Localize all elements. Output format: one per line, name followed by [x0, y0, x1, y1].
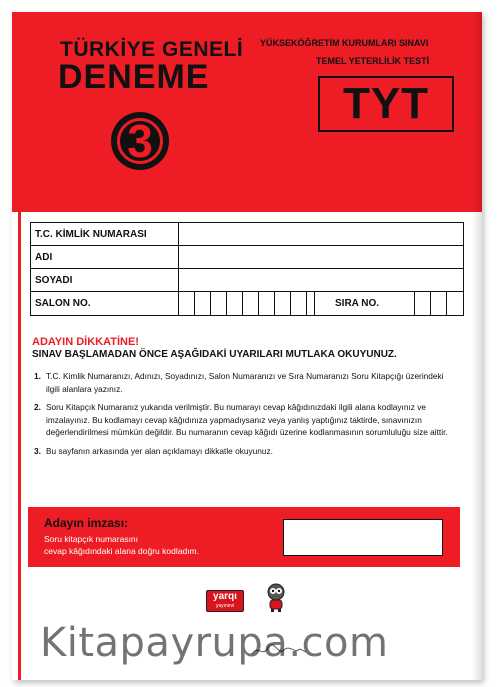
exam-number-badge — [111, 112, 169, 170]
name-label: ADI — [31, 246, 179, 269]
exam-cover-sheet — [12, 12, 482, 680]
form-row-name — [31, 246, 464, 269]
left-red-rule — [18, 12, 21, 680]
rule-number: 3. — [34, 445, 41, 456]
seat-label: SIRA NO. — [335, 298, 380, 309]
surname-field[interactable] — [179, 269, 464, 292]
exam-name-line-1: YÜKSEKÖĞRETİM KURUMLARI SINAVI — [260, 38, 429, 48]
notice-rules-list — [34, 370, 452, 464]
exam-name-line-2: TEMEL YETERLİLİK TESTİ — [316, 56, 430, 66]
hall-number-boxes[interactable] — [179, 292, 315, 316]
signature-statement — [44, 533, 199, 557]
rule-number: 1. — [34, 371, 41, 381]
publisher-logo-sub: yayınevi — [215, 603, 235, 609]
hall-digit-box[interactable] — [243, 292, 259, 315]
publisher-logo-main: yarqı — [213, 591, 237, 602]
signature-statement-line-1: Soru kitapçık numarasını — [44, 534, 139, 544]
surname-label: SOYADI — [31, 269, 179, 292]
rule-item — [34, 370, 452, 395]
mascot-icon — [264, 583, 288, 613]
signature-statement-line-2: cevap kâğıdındaki alana doğru kodladım. — [44, 546, 199, 556]
hall-label: SALON NO. — [31, 292, 179, 316]
rule-item — [34, 445, 452, 458]
seat-digit-box[interactable] — [415, 292, 431, 315]
seat-cell — [315, 292, 464, 316]
seat-number-boxes[interactable] — [414, 292, 463, 315]
form-row-surname — [31, 269, 464, 292]
signature-field[interactable] — [283, 519, 443, 556]
cover-header — [12, 12, 482, 212]
name-field[interactable] — [179, 246, 464, 269]
form-row-tc — [31, 223, 464, 246]
rule-text: Bu sayfanın arkasında yer alan açıklamayı dikkatle okuyunuz. — [46, 445, 273, 456]
hall-digit-box[interactable] — [259, 292, 275, 315]
notice-title: ADAYIN DİKKATİNE! — [32, 336, 139, 348]
rule-text: T.C. Kimlik Numaranızı, Adınızı, Soyadınızı, Salon Numaranızı ve Sıra Numaranızı Soru Kitapçığı üzerindeki ilgili alanlara yazınız. — [46, 371, 444, 394]
form-row-hall-seat — [31, 292, 464, 316]
hall-digit-box[interactable] — [195, 292, 211, 315]
hall-digit-box[interactable] — [211, 292, 227, 315]
seat-digit-box[interactable] — [431, 292, 447, 315]
hall-digit-box[interactable] — [179, 292, 195, 315]
signature-panel — [28, 507, 460, 567]
sheet-edge-shadow — [472, 12, 482, 680]
notice-subtitle: SINAV BAŞLAMADAN ÖNCE AŞAĞIDAKİ UYARILARI MUTLAKA OKUYUNUZ. — [32, 349, 397, 360]
publisher-logo — [206, 590, 244, 612]
exam-code-box: TYT — [318, 76, 454, 132]
tc-label: T.C. KİMLİK NUMARASI — [31, 223, 179, 246]
candidate-info-form — [30, 222, 464, 316]
rule-item — [34, 401, 452, 439]
tc-field[interactable] — [179, 223, 464, 246]
exam-number: 3 — [127, 115, 153, 167]
seat-digit-box[interactable] — [447, 292, 463, 315]
rule-number: 2. — [34, 402, 41, 413]
title-line-2: DENEME — [58, 58, 210, 96]
title-line-1: TÜRKİYE GENELİ — [60, 38, 244, 61]
rule-text: Soru Kitapçık Numaranız yukarıda verilmiştir. Bu numarayı cevap kâğıdınızdaki ilgili alana kodlayınız ve imzalayınız. Bu kodlamayı cevap kâğıdınıza yapmadıysanız veya yanlış yaptığınız taktirde, sınavınızın değerlendirilmesi mümkün değildir. Bu numaranın cevap kâğıdı üzerine kodlanmasının sorumluluğu size aittir. — [46, 402, 448, 438]
hall-digit-box[interactable] — [291, 292, 307, 315]
hall-digit-box[interactable] — [275, 292, 291, 315]
watermark: Kitapayrupa.com — [40, 620, 389, 666]
signature-title: Adayın imzası: — [44, 516, 129, 530]
hall-digit-box[interactable] — [227, 292, 243, 315]
